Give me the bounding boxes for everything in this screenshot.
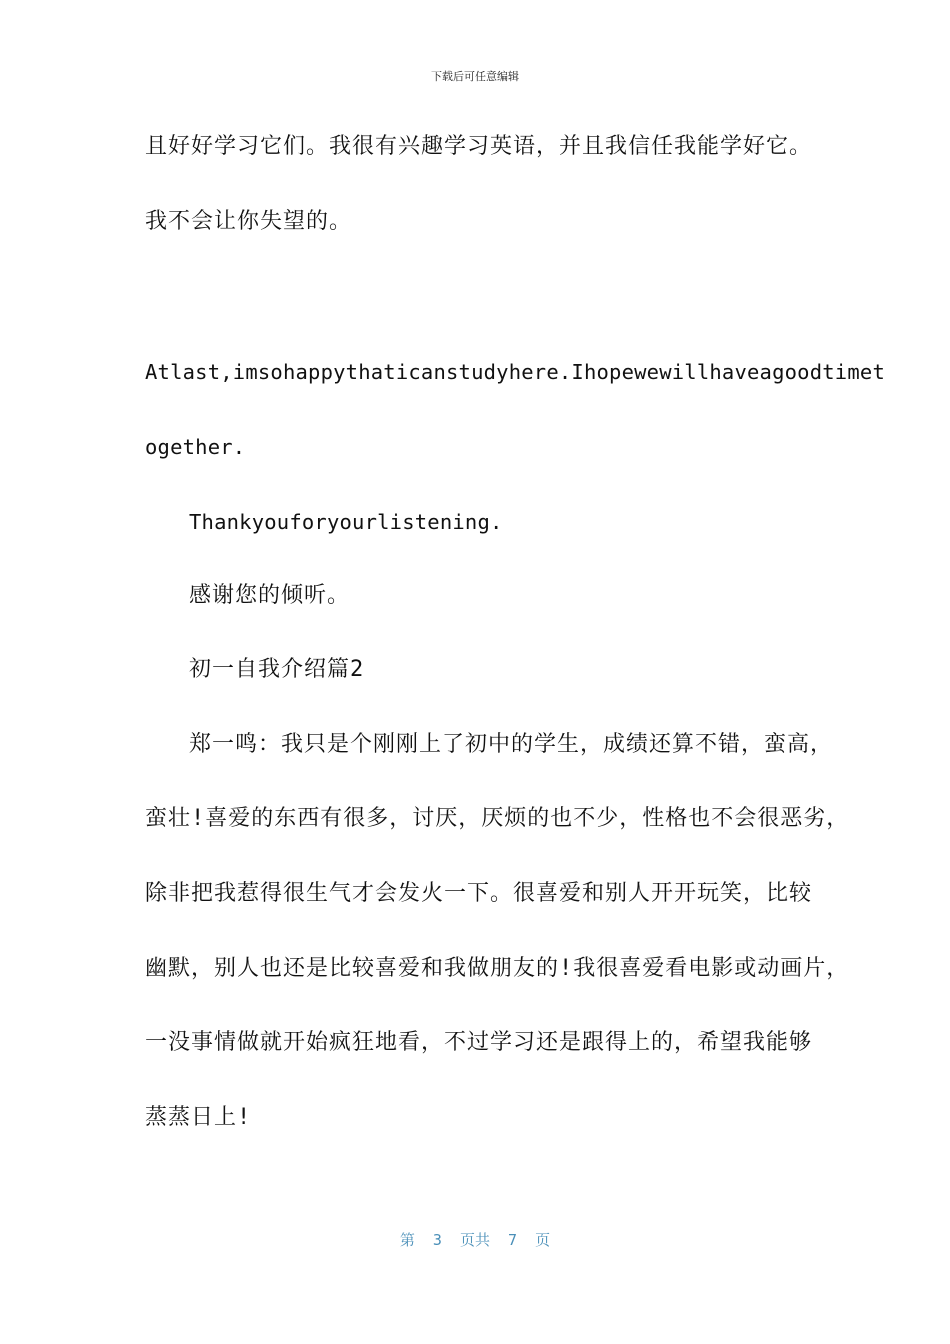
- page-header: 下载后可任意编辑: [431, 70, 519, 83]
- section-heading: 初一自我介绍篇2: [189, 657, 365, 682]
- paragraph-line: 蒸蒸日上!: [145, 1105, 252, 1130]
- paragraph-line: 除非把我惹得很生气才会发火一下。很喜爱和别人开开玩笑，比较: [145, 881, 813, 906]
- paragraph-line: 我不会让你失望的。: [145, 209, 353, 234]
- paragraph-line: Atlast,imsohappythaticanstudyhere.Ihopewewillhaveagoodtimet: [145, 360, 885, 384]
- paragraph-line: 蛮壮!喜爱的东西有很多，讨厌，厌烦的也不少，性格也不会很恶劣，: [145, 806, 850, 831]
- paragraph-line: Thankyouforyourlistening.: [189, 510, 503, 534]
- paragraph-line: 感谢您的倾听。: [189, 583, 351, 608]
- paragraph-line: 郑一鸣：我只是个刚刚上了初中的学生，成绩还算不错，蛮高，: [189, 732, 834, 757]
- paragraph-line: 且好好学习它们。我很有兴趣学习英语，并且我信任我能学好它。: [145, 134, 813, 159]
- paragraph-line: ogether.: [145, 435, 246, 459]
- paragraph-line: 一没事情做就开始疯狂地看，不过学习还是跟得上的，希望我能够: [145, 1030, 813, 1055]
- page-number-footer: 第 3 页共 7 页: [399, 1231, 551, 1249]
- paragraph-line: 幽默，别人也还是比较喜爱和我做朋友的!我很喜爱看电影或动画片，: [145, 956, 850, 981]
